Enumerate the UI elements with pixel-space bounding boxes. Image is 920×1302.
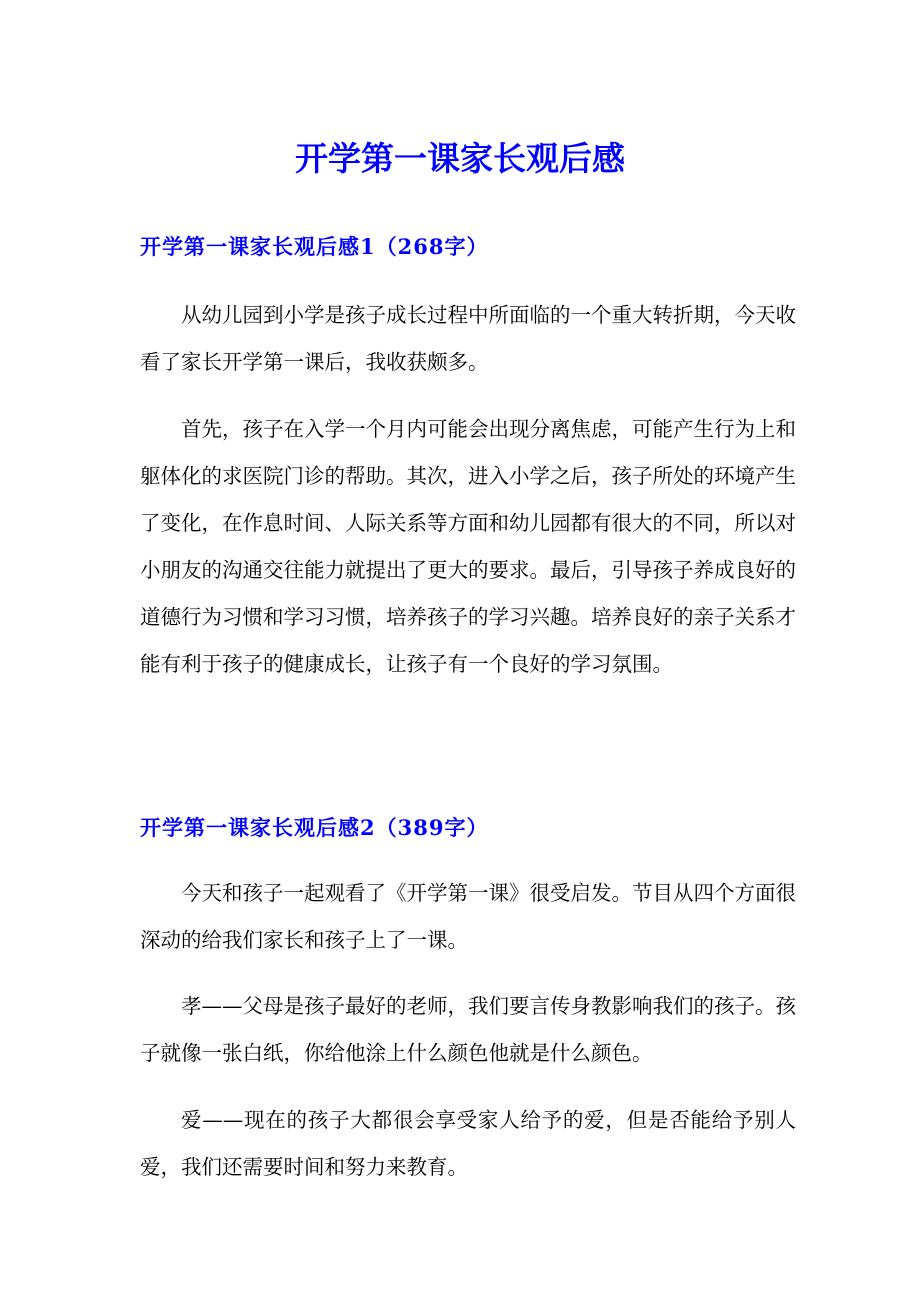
- section-2-paragraph-1: 今天和孩子一起观看了《开学第一课》很受启发。节目从四个方面很深动的给我们家长和孩子上了一课。: [140, 881, 796, 952]
- section-heading-2: 开学第一课家长观后感2（389字）: [140, 815, 489, 840]
- section-1-paragraph-2: 首先，孩子在入学一个月内可能会出现分离焦虑，可能产生行为上和躯体化的求医院门诊的帮助。其次，进入小学之后，孩子所处的环境产生了变化，在作息时间、人际关系等方面和幼儿园都有很大的不同，所以对小朋友的沟通交往能力就提出了更大的要求。最后，引导孩子养成良好的道德行为习惯和学习习惯，培养孩子的学习兴趣。培养良好的亲子关系才能有利于孩子的健康成长，让孩子有一个良好的学习氛围。: [140, 417, 796, 676]
- document-title: 开学第一课家长观后感: [295, 139, 625, 178]
- section-heading-1: 开学第一课家长观后感1（268字）: [140, 234, 489, 259]
- section-2-paragraph-2: 孝——父母是孩子最好的老师，我们要言传身教影响我们的孩子。孩子就像一张白纸，你给他涂上什么颜色他就是什么颜色。: [140, 994, 796, 1065]
- section-1-paragraph-1: 从幼儿园到小学是孩子成长过程中所面临的一个重大转折期，今天收看了家长开学第一课后，我收获颇多。: [140, 303, 796, 374]
- section-2-paragraph-3: 爱——现在的孩子大都很会享受家人给予的爱，但是否能给予别人爱，我们还需要时间和努力来教育。: [140, 1108, 796, 1179]
